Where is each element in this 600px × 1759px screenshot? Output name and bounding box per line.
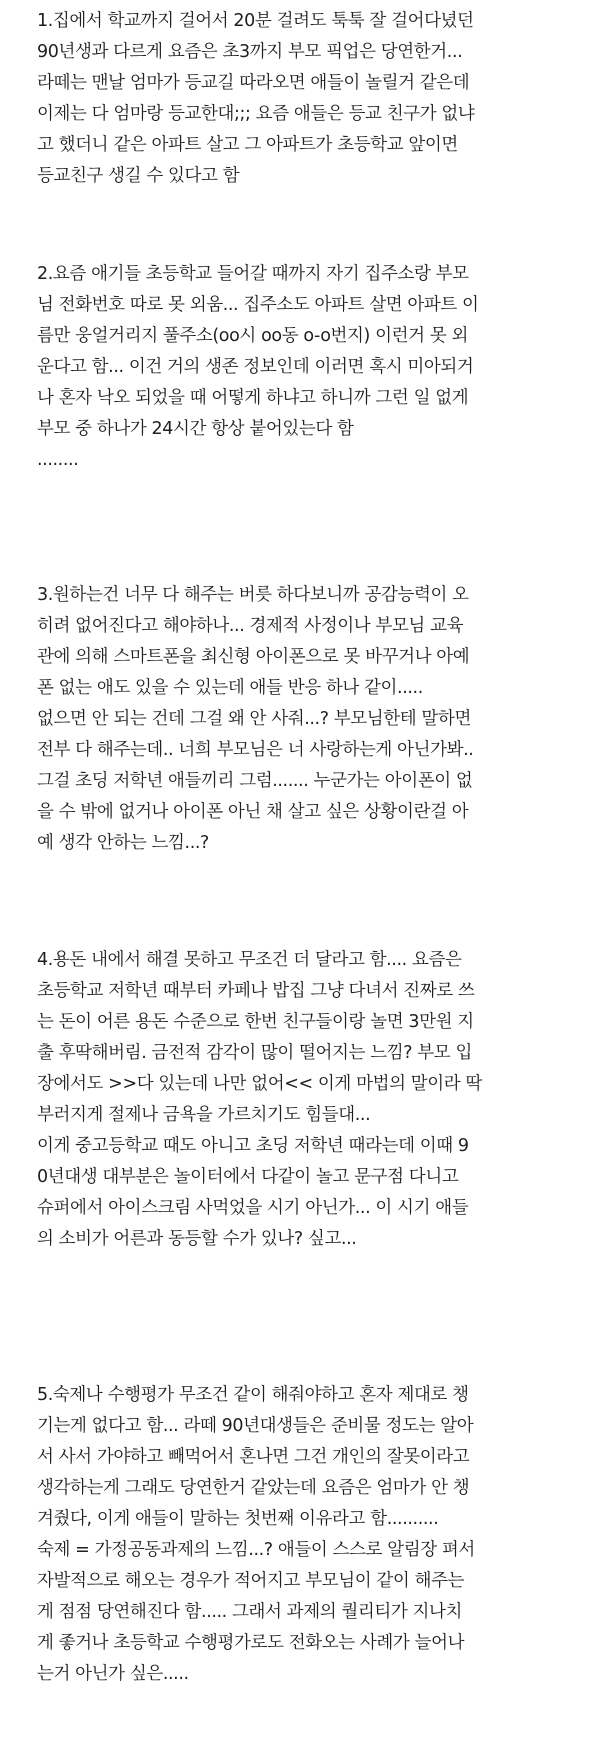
text-line: 겨줬다, 이게 애들이 말하는 첫번째 이유라고 함..........: [37, 1509, 439, 1529]
text-line: 이제는 다 엄마랑 등교한대;;; 요즘 애들은 등교 친구가 없냐: [37, 104, 475, 124]
text-line: 고 했더니 같은 아파트 살고 그 아파트가 초등학교 앞이면: [37, 135, 458, 155]
text-line: 등교친구 생길 수 있다고 함: [37, 166, 240, 186]
text-line: 1.집에서 학교까지 걸어서 20분 걸려도 툭툭 잘 걸어다녔던: [37, 11, 474, 31]
text-line: 출 후딱해버림. 금전적 감각이 많이 떨어지는 느낌? 부모 입: [37, 1043, 472, 1063]
text-line: 운다고 함... 이건 거의 생존 정보인데 이러면 혹시 미아되거: [37, 357, 474, 377]
text-line: 게 좋거나 초등학교 수행평가로도 전화오는 사례가 늘어나: [37, 1633, 465, 1653]
item-3: [37, 580, 577, 859]
text-line: 게 점점 당연해진다 함..... 그래서 과제의 퀄리티가 지나치: [37, 1602, 463, 1622]
text-line: 숙제 = 가정공동과제의 느낌...? 애들이 스스로 알림장 펴서: [37, 1540, 475, 1560]
text-line: 서 사서 가야하고 빼먹어서 혼나면 그건 개인의 잘못이라고: [37, 1447, 470, 1467]
text-line: 님 전화번호 따로 못 외움... 집주소도 아파트 살면 아파트 이: [37, 295, 479, 315]
item-1: [37, 6, 577, 192]
text-line: 의 소비가 어른과 동등할 수가 있나? 싶고...: [37, 1229, 357, 1249]
text-line: 기는게 없다고 함... 라떼 90년대생들은 준비물 정도는 알아: [37, 1416, 474, 1436]
text-line: 초등학교 저학년 때부터 카페나 밥집 그냥 다녀서 진짜로 쓰: [37, 981, 475, 1001]
text-line: 나 혼자 낙오 되었을 때 어떻게 하냐고 하니까 그런 일 없게: [37, 388, 469, 408]
text-line: 전부 다 해주는데.. 너희 부모님은 너 사랑하는게 아닌가봐..: [37, 740, 474, 760]
text-line: 히려 없어진다고 해야하나... 경제적 사정이나 부모님 교육: [37, 616, 464, 636]
item-4: [37, 945, 577, 1255]
text-line: 없으면 안 되는 건데 그걸 왜 안 사줘...? 부모님한테 말하면: [37, 709, 471, 729]
text-line: 라떼는 맨날 엄마가 등교길 따라오면 애들이 놀릴거 같은데: [37, 73, 470, 93]
text-line: 90년생과 다르게 요즘은 초3까지 부모 픽업은 당연한거...: [37, 42, 463, 62]
text-line: 0년대생 대부분은 놀이터에서 다같이 놀고 문구점 다니고: [37, 1167, 459, 1187]
text-line: 예 생각 안하는 느낌...?: [37, 833, 209, 853]
item-2: [37, 259, 577, 476]
text-line: 자발적으로 해오는 경우가 적어지고 부모님이 같이 해주는: [37, 1571, 465, 1591]
text-line: 2.요즘 애기들 초등학교 들어갈 때까지 자기 집주소랑 부모: [37, 264, 469, 284]
text-line: 5.숙제나 수행평가 무조건 같이 해줘야하고 혼자 제대로 챙: [37, 1385, 469, 1405]
text-line: 부모 중 하나가 24시간 항상 붙어있는다 함: [37, 419, 354, 439]
text-line: 4.용돈 내에서 해결 못하고 무조건 더 달라고 함.... 요즘은: [37, 950, 462, 970]
text-line: 부러지게 절제나 금욕을 가르치기도 힘들대...: [37, 1105, 371, 1125]
text-line: 그걸 초딩 저학년 애들끼리 그럼....... 누군가는 아이폰이 없: [37, 771, 473, 791]
text-line: 장에서도 >>다 있는데 나만 없어<< 이게 마법의 말이라 딱: [37, 1074, 482, 1094]
text-line: 는 돈이 어른 용돈 수준으로 한번 친구들이랑 놀면 3만원 지: [37, 1012, 474, 1032]
text-line: 폰 없는 애도 있을 수 있는데 애들 반응 하나 같이.....: [37, 678, 423, 698]
text-line: 생각하는게 그래도 당연한거 같았는데 요즘은 엄마가 안 챙: [37, 1478, 470, 1498]
text-line: 슈퍼에서 아이스크림 사먹었을 시기 아닌가... 이 시기 애들: [37, 1198, 469, 1218]
text-line: 을 수 밖에 없거나 아이폰 아닌 채 살고 싶은 상황이란걸 아: [37, 802, 469, 822]
text-line: 는거 아닌가 싶은.....: [37, 1664, 189, 1684]
text-line: 이게 중고등학교 때도 아니고 초딩 저학년 때라는데 이때 9: [37, 1136, 469, 1156]
item-5: [37, 1380, 577, 1690]
text-line: 3.원하는건 너무 다 해주는 버릇 하다보니까 공감능력이 오: [37, 585, 469, 605]
text-line: 름만 웅얼거리지 풀주소(oo시 oo동 o-o번지) 이런거 못 외: [37, 326, 468, 346]
text-line: 관에 의해 스마트폰을 최신형 아이폰으로 못 바꾸거나 아예: [37, 647, 470, 667]
text-line: ........: [37, 450, 79, 470]
